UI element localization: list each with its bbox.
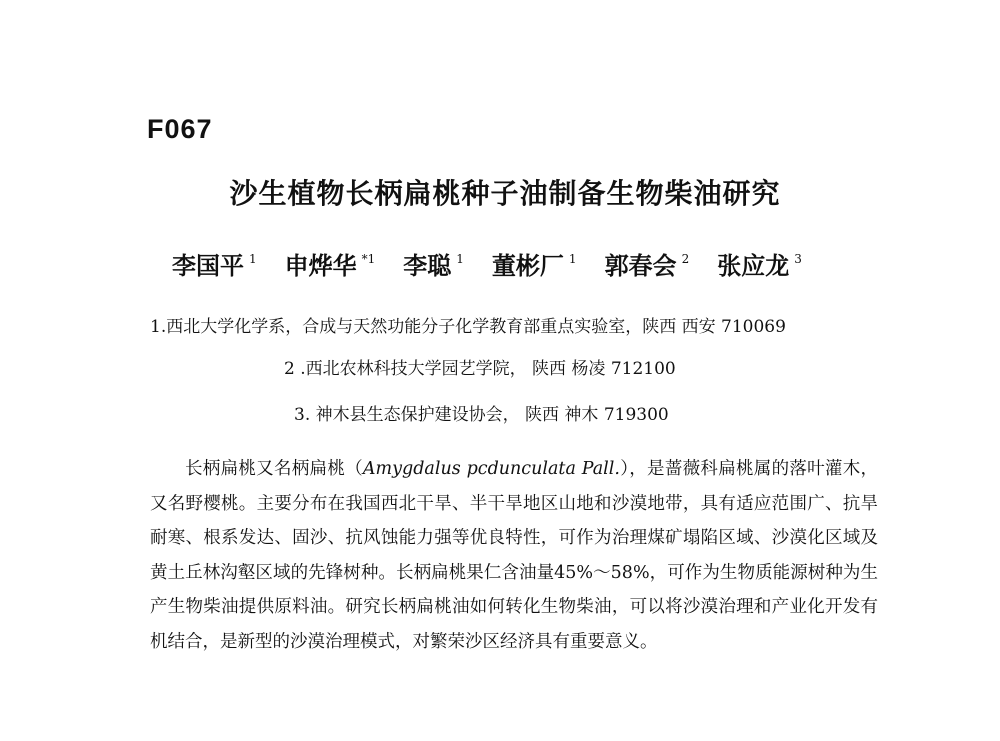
author-name: 张应龙 <box>717 252 790 280</box>
author <box>605 246 690 281</box>
body-text-intro: 长柄扁桃又名柄扁桃（ <box>185 459 363 479</box>
affiliation-1: 1.西北大学化学系，合成与天然功能分子化学教育部重点实验室，陕西 西安 710069 <box>150 317 786 337</box>
paper-code: F067 <box>147 114 213 144</box>
author <box>492 246 577 281</box>
author-name: 申烨华 <box>284 252 357 280</box>
author-list <box>172 246 802 281</box>
author <box>403 246 464 281</box>
affiliation-3: 3. 神木县生态保护建设协会， 陕西 神木 719300 <box>294 405 669 425</box>
body-text-main: ），是蔷薇科扁桃属的落叶灌木，又名野樱桃。主要分布在我国西北干旱、半干旱地区山地和沙漠地带，具有适应范围广、抗旱耐寒、根系发达、固沙、抗风蚀能力强等优良特性，可作为治理煤矿塌陷区域、沙漠化区域及黄土丘林沟壑区域的先锋树种。长柄扁桃果仁含油量45%～58%，可作为生物质能源树种为生产生物柴油提供原料油。研究长柄扁桃油如何转化生物柴油，可以将沙漠治理和产业化开发有机结合，是新型的沙漠治理模式，对繁荣沙区经济具有重要意义。 <box>150 459 879 652</box>
author-name: 郭春会 <box>604 252 677 280</box>
author <box>172 246 257 281</box>
author-affiliation-mark: 3 <box>794 252 802 266</box>
author-affiliation-mark: *1 <box>361 252 376 266</box>
author-affiliation-mark: 1 <box>249 252 257 266</box>
author-affiliation-mark: 1 <box>568 252 577 266</box>
author <box>717 246 802 281</box>
author-name: 李国平 <box>172 252 244 280</box>
author <box>285 246 376 281</box>
author-name: 董彬厂 <box>491 252 564 280</box>
body-paragraph <box>150 452 878 660</box>
affiliation-2: 2 .西北农林科技大学园艺学院， 陕西 杨凌 712100 <box>284 359 676 379</box>
latin-species-name: Amygdalus pcdunculata Pall. <box>362 459 620 479</box>
paper-title: 沙生植物长柄扁桃种子油制备生物柴油研究 <box>229 177 781 210</box>
author-name: 李聪 <box>403 252 452 280</box>
author-affiliation-mark: 2 <box>681 252 690 266</box>
author-affiliation-mark: 1 <box>456 252 464 266</box>
